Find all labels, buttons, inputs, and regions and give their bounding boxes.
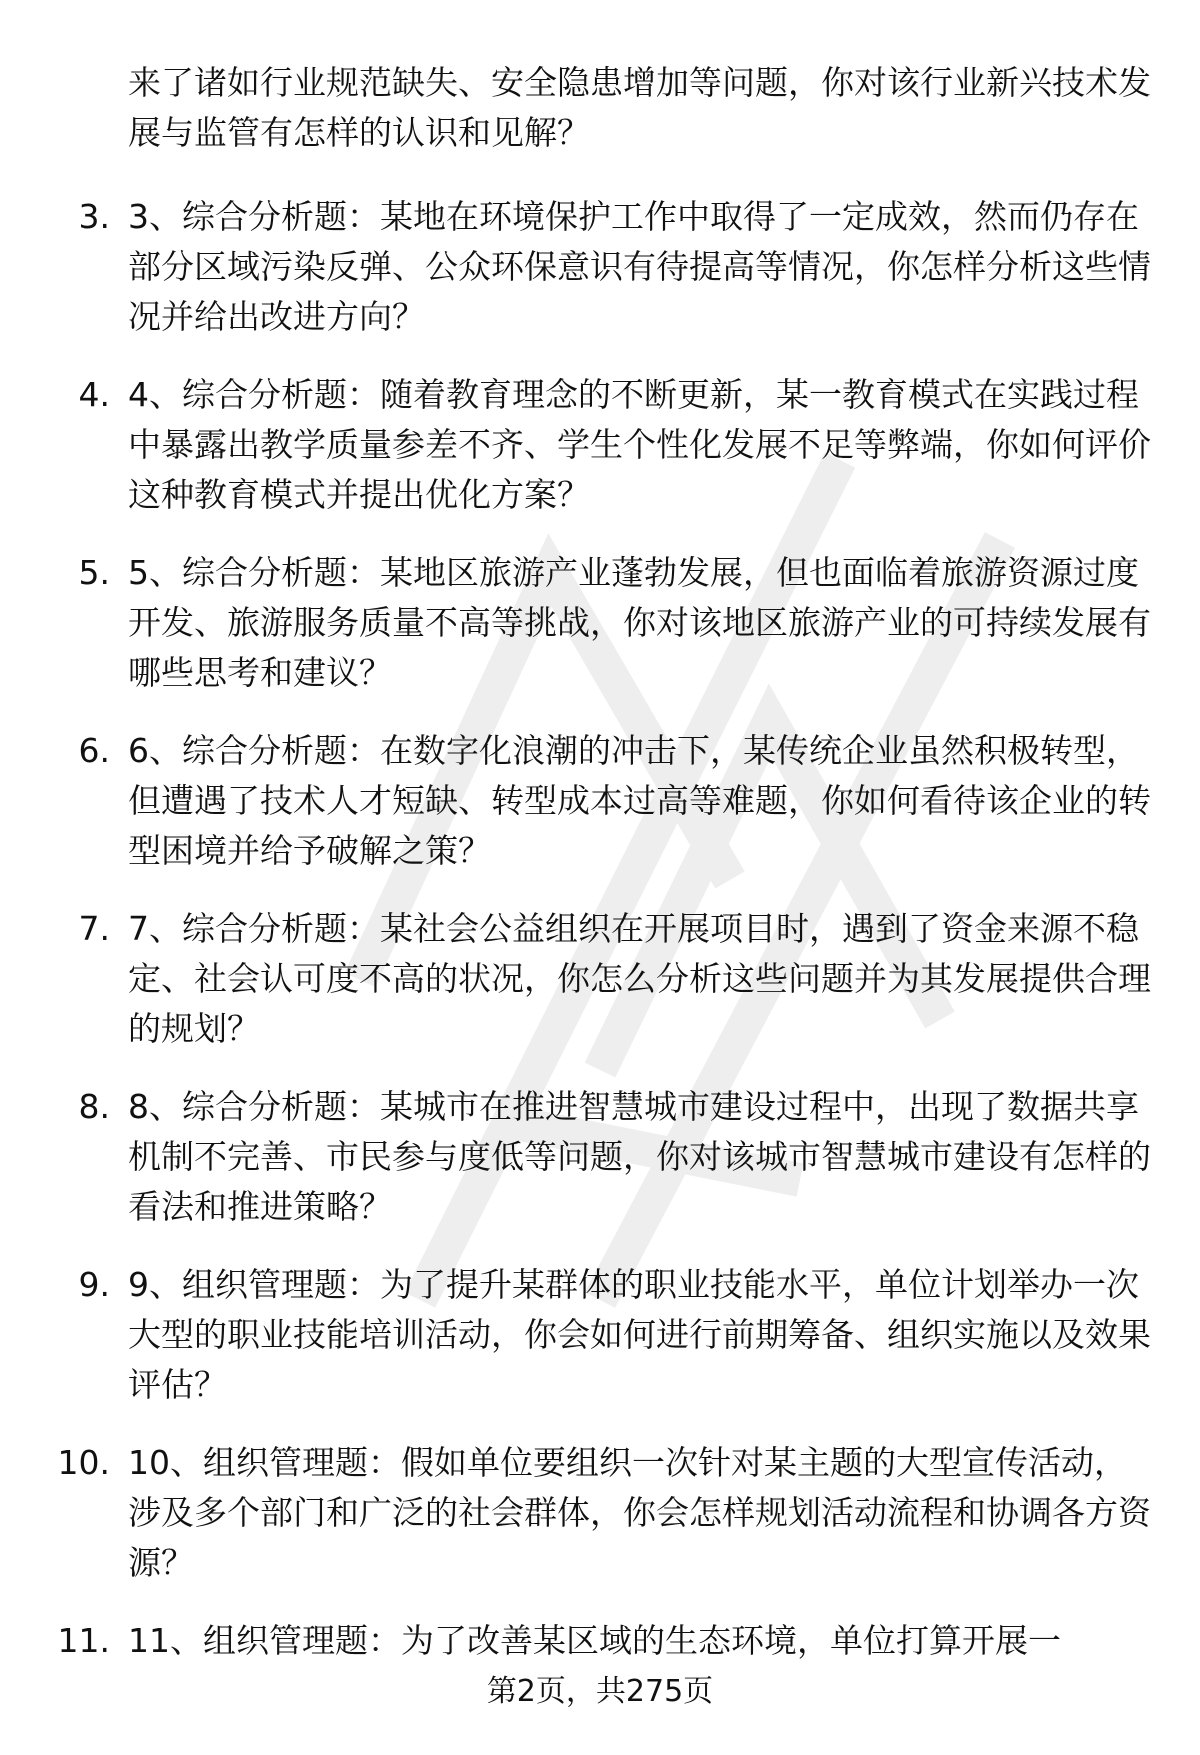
item-text: 7、综合分析题：某社会公益组织在开展项目时，遇到了资金来源不稳定、社会认可度不高的状况，你怎么分析这些问题并为其发展提供合理的规划？ [128, 909, 1151, 1048]
page-footer: 第2页，共275页 [486, 1674, 714, 1709]
item-text: 6、综合分析题：在数字化浪潮的冲击下，某传统企业虽然积极转型，但遭遇了技术人才短缺、转型成本过高等难题，你如何看待该企业的转型困境并给予破解之策？ [128, 731, 1151, 870]
item-number: 6. [78, 731, 110, 770]
item-text: 4、综合分析题：随着教育理念的不断更新，某一教育模式在实践过程中暴露出教学质量参差不齐、学生个性化发展不足等弊端，你如何评价这种教育模式并提出优化方案？ [128, 375, 1151, 514]
item-number: 8. [78, 1087, 110, 1126]
item-text: 9、组织管理题：为了提升某群体的职业技能水平，单位计划举办一次大型的职业技能培训活动，你会如何进行前期筹备、组织实施以及效果评估？ [128, 1265, 1151, 1404]
item-text: 10、组织管理题：假如单位要组织一次针对某主题的大型宣传活动，涉及多个部门和广泛的社会群体，你会怎样规划活动流程和协调各方资源？ [128, 1443, 1151, 1582]
list-item [0, 548, 1160, 698]
item-text: 3、综合分析题：某地在环境保护工作中取得了一定成效，然而仍存在部分区域污染反弹、公众环保意识有待提高等情况，你怎样分析这些情况并给出改进方向？ [128, 197, 1151, 336]
list-item [0, 726, 1160, 876]
item-number: 9. [78, 1265, 110, 1304]
item-number: 4. [78, 375, 110, 414]
list-item [0, 1616, 1160, 1666]
item-text: 8、综合分析题：某城市在推进智慧城市建设过程中，出现了数据共享机制不完善、市民参与度低等问题，你对该城市智慧城市建设有怎样的看法和推进策略？ [128, 1087, 1151, 1226]
list-item [0, 904, 1160, 1054]
item-number: 3. [78, 197, 110, 236]
list-item [0, 192, 1160, 342]
item-number: 5. [78, 553, 110, 592]
item-text: 5、综合分析题：某地区旅游产业蓬勃发展，但也面临着旅游资源过度开发、旅游服务质量不高等挑战，你对该地区旅游产业的可持续发展有哪些思考和建议？ [128, 553, 1151, 692]
item-number: 11. [57, 1621, 110, 1660]
item-text: 11、组织管理题：为了改善某区域的生态环境，单位打算开展一 [128, 1621, 1061, 1660]
list-item [0, 1082, 1160, 1232]
list-item [0, 370, 1160, 520]
item-number: 7. [78, 909, 110, 948]
continuation-text: 来了诸如行业规范缺失、安全隐患增加等问题，你对该行业新兴技术发展与监管有怎样的认识和见解？ [128, 63, 1151, 152]
list-item [0, 1260, 1160, 1410]
item-number: 10. [57, 1443, 110, 1482]
list-item [0, 1438, 1160, 1588]
